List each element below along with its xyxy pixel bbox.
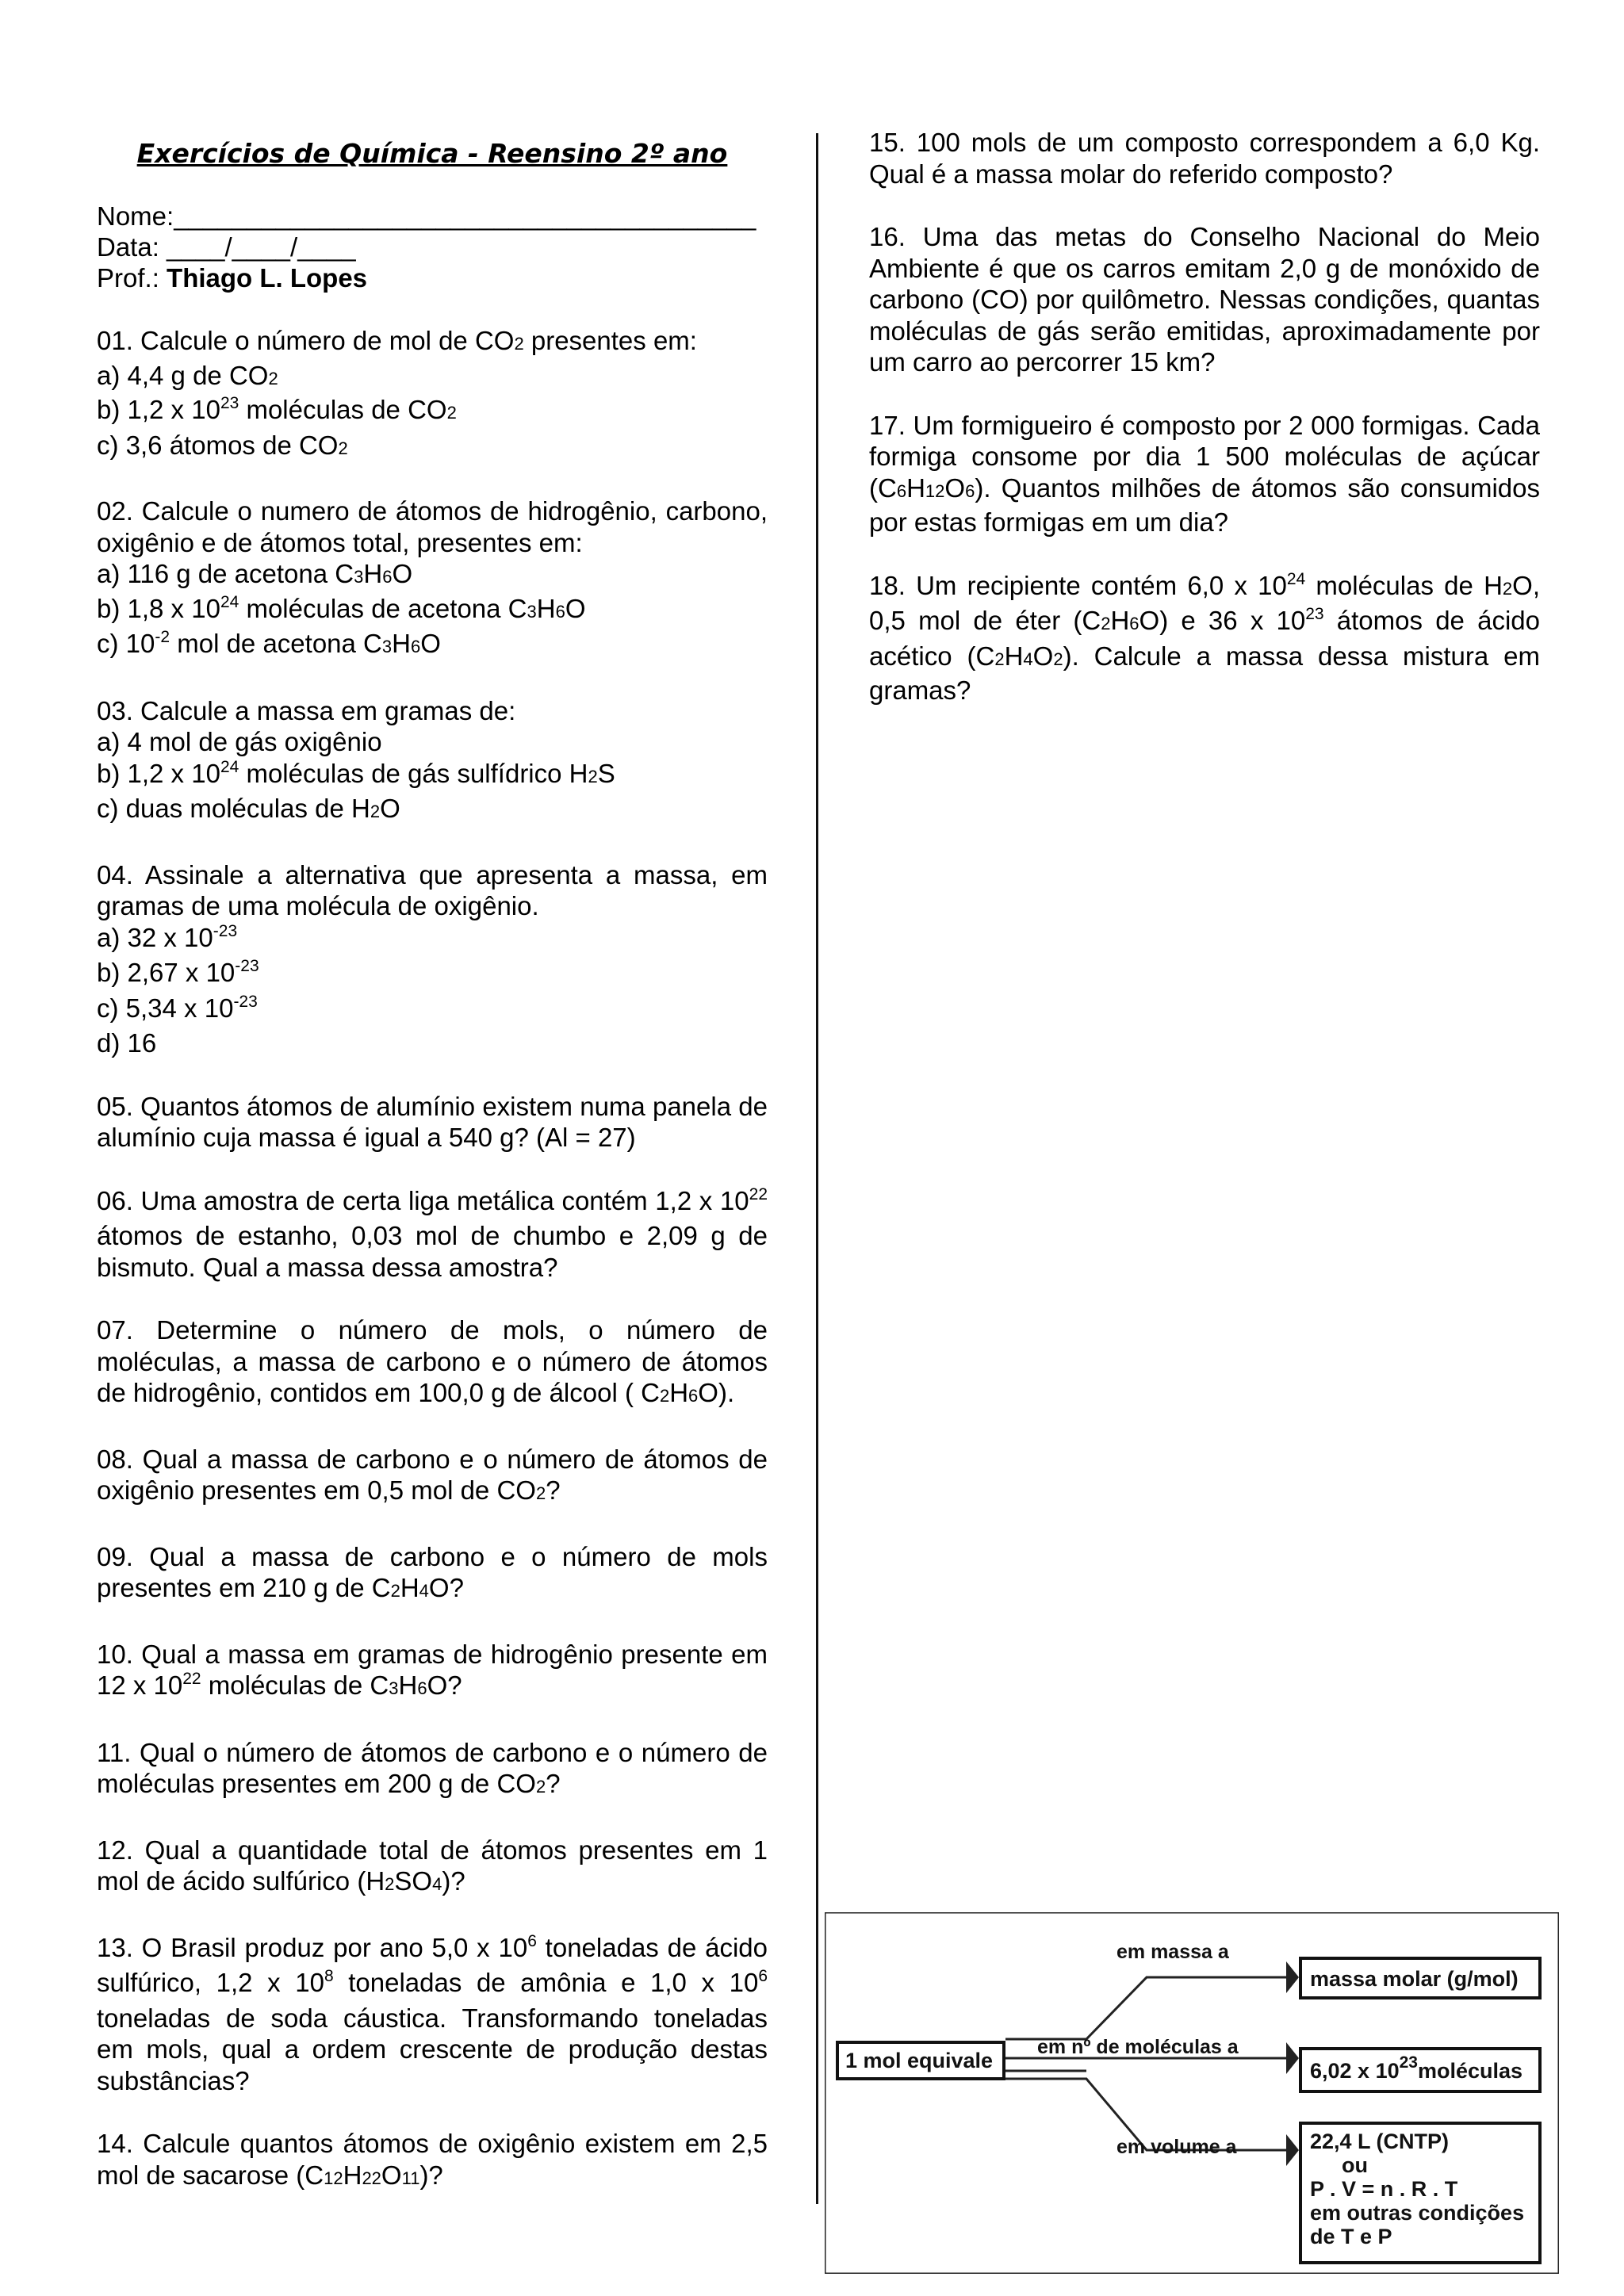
text-fragment: toneladas de amônia e 1,0 x 10 (333, 1968, 759, 1997)
text-fragment: O (381, 2160, 402, 2190)
text-fragment: H (536, 593, 556, 623)
superscript: 22 (749, 1184, 768, 1203)
text-fragment: Qual a quantidade total de átomos presentes em 1 mol de ácido sulfúrico (H (97, 1835, 768, 1896)
question-number: 07. (97, 1315, 133, 1345)
question-14 (97, 2128, 768, 2194)
question-02 (97, 496, 768, 664)
subscript: 2 (338, 438, 348, 458)
text-fragment: c) 3,6 átomos de CO (97, 430, 339, 460)
text-fragment: H (906, 473, 925, 503)
subscript: 2 (385, 1874, 395, 1894)
superscript: -23 (233, 992, 258, 1011)
branch-label-molecules: em nº de moléculas a (1037, 2036, 1239, 2058)
question-list-right (869, 127, 1540, 706)
question-number: 02. (97, 496, 133, 526)
text-fragment: mol de acetona C (170, 629, 382, 658)
subscript: 2 (514, 334, 524, 354)
text-fragment: moléculas de H (1305, 570, 1503, 600)
text-fragment: H (392, 629, 411, 658)
subscript: 2 (390, 1581, 400, 1601)
text-fragment: Qual a massa de carbono e o número de átomos de oxigênio presentes em 0,5 mol de CO (97, 1444, 768, 1505)
answer-option (97, 558, 768, 593)
question-text (97, 496, 768, 558)
subscript: 2 (268, 368, 278, 388)
subscript: 6 (410, 637, 421, 656)
volume-line-1: 22,4 L (CNTP) (1310, 2130, 1450, 2153)
subscript: 2 (1053, 649, 1063, 669)
superscript: 6 (527, 1931, 537, 1950)
question-number: 14. (97, 2129, 133, 2158)
subscript: 4 (432, 1874, 442, 1894)
question-text (97, 695, 768, 727)
text-fragment: S (597, 758, 615, 788)
superscript: 6 (758, 1967, 768, 1985)
question-text (97, 2128, 768, 2194)
text-fragment: ? (546, 1769, 561, 1798)
answer-option (97, 922, 768, 958)
text-fragment: O? (428, 1573, 464, 1602)
text-fragment: H (1110, 606, 1130, 635)
subscript: 2 (535, 1483, 546, 1503)
molar-mass-text: massa molar (g/mol) (1310, 1967, 1519, 1991)
text-fragment: ). Quantos milhões de átomos são consumidos por estas formigas em um dia? (869, 473, 1540, 537)
text-fragment: O, 0,5 mol de éter (C (869, 570, 1541, 635)
question-07 (97, 1314, 768, 1412)
text-fragment: O (944, 473, 966, 503)
text-fragment: ). Calcule a massa dessa mistura em gramas? (869, 641, 1540, 705)
avogadro-box (1299, 2047, 1542, 2093)
question-text (97, 1185, 768, 1284)
answer-option (97, 993, 768, 1028)
question-text (869, 221, 1540, 378)
answer-option (97, 593, 768, 629)
answer-option (97, 793, 768, 828)
teacher-name: Thiago L. Lopes (167, 263, 368, 293)
question-number: 09. (97, 1541, 133, 1571)
text-fragment: Calcule o número de mol de CO (132, 326, 515, 355)
subscript: 6 (382, 567, 393, 587)
question-text (97, 1835, 768, 1900)
superscript: 24 (220, 592, 239, 611)
text-fragment: Uma das metas do Conselho Nacional do Meio Ambiente é que os carros emitam 2,0 g de monóxido de carbono (CO) por quilômetro. Nessas condições, quantas moléculas de gás serão emitidas, aproximadamente por um carro ao percorrer 15 km? (869, 222, 1540, 377)
subscript: 6 (896, 480, 907, 501)
question-15 (869, 127, 1540, 189)
superscript: 24 (220, 757, 239, 776)
superscript: -23 (213, 921, 238, 940)
question-number: 11. (97, 1737, 132, 1767)
subscript: 2 (535, 1777, 546, 1797)
text-fragment: O (1032, 641, 1054, 671)
text-fragment: b) 1,2 x 10 (97, 395, 220, 424)
subscript: 2 (659, 1386, 670, 1406)
text-fragment: moléculas de CO (239, 395, 447, 424)
column-divider (816, 133, 818, 2204)
subscript: 12 (925, 480, 945, 501)
subscript: 2 (446, 403, 457, 423)
text-fragment: Quantos átomos de alumínio existem numa panela de alumínio cuja massa é igual a 540 g? (Al = 27) (97, 1091, 768, 1152)
name-field-line: Nome:________________________________________ (97, 201, 756, 231)
source-label: 1 mol equivale (845, 2049, 994, 2072)
text-fragment: Qual o número de átomos de carbono e o número de moléculas presentes em 200 g de CO (97, 1737, 768, 1798)
text-fragment: Uma amostra de certa liga metálica contém 1,2 x 10 (132, 1185, 749, 1215)
text-fragment: presentes em: (523, 326, 697, 355)
avogadro-base: 6,02 x 10 (1310, 2059, 1400, 2083)
subscript: 22 (362, 2168, 381, 2188)
superscript: 23 (220, 394, 239, 412)
text-fragment: O (565, 593, 586, 623)
mol-equivalence-diagram (825, 1912, 1559, 2274)
superscript: -2 (155, 628, 170, 646)
question-16 (869, 221, 1540, 378)
molar-volume-box (1299, 2122, 1542, 2264)
text-fragment: a) 4,4 g de CO (97, 360, 269, 390)
volume-line-2: ou (1342, 2153, 1368, 2177)
text-fragment: Calcule o numero de átomos de hidrogênio, carbono, oxigênio e de átomos total, presentes em: (97, 496, 768, 557)
subscript: 6 (1129, 614, 1139, 633)
question-number: 18. (869, 570, 906, 600)
superscript: 23 (1305, 605, 1324, 623)
answer-option (97, 957, 768, 993)
subscript: 4 (1023, 649, 1033, 669)
text-fragment: a) 32 x 10 (97, 922, 213, 952)
question-text (97, 1737, 768, 1803)
question-09 (97, 1541, 768, 1607)
question-text (97, 1444, 768, 1510)
answer-option (97, 628, 768, 664)
superscript: 24 (1286, 569, 1306, 588)
question-number: 03. (97, 695, 133, 725)
answer-option (97, 430, 768, 465)
question-text (97, 1932, 768, 2097)
text-fragment: a) 116 g de acetona C (97, 559, 354, 588)
text-fragment: Assinale a alternativa que apresenta a massa, em gramas de uma molécula de oxigênio. (97, 859, 768, 920)
question-01 (97, 325, 768, 464)
question-08 (97, 1444, 768, 1510)
subscript: 4 (419, 1581, 429, 1601)
question-text (97, 1314, 768, 1412)
question-13 (97, 1932, 768, 2097)
text-fragment: H (669, 1378, 689, 1407)
answer-option (97, 758, 768, 794)
text-fragment: Determine o número de mols, o número de moléculas, a massa de carbono e o número de átomos de hidrogênio, contidos em 100,0 g de álcool ( C (97, 1315, 768, 1407)
question-03 (97, 695, 768, 828)
branch-label-volume: em volume a (1116, 2136, 1237, 2158)
text-fragment: )? (419, 2160, 443, 2190)
question-number: 15. (869, 128, 906, 157)
question-number: 08. (97, 1444, 133, 1474)
subscript: 2 (1502, 578, 1513, 599)
branch-label-mass: em massa a (1116, 1941, 1229, 1963)
text-fragment: c) duas moléculas de H (97, 794, 370, 823)
text-fragment: moléculas de C (201, 1670, 389, 1700)
question-text (97, 859, 768, 922)
question-text (97, 1639, 768, 1705)
subscript: 12 (324, 2168, 343, 2188)
question-number: 10. (97, 1639, 133, 1669)
worksheet-title: Exercícios de Química - Reensino 2º ano (136, 138, 728, 169)
question-06 (97, 1185, 768, 1284)
text-fragment: Um formigueiro é composto por 2 000 formigas. Cada formiga consome por dia 1 500 moléculas de açúcar (C (869, 410, 1540, 503)
answer-option (97, 360, 768, 395)
text-fragment: moléculas de acetona C (239, 593, 527, 623)
text-fragment: O (392, 559, 413, 588)
text-fragment: c) 10 (97, 629, 155, 658)
question-number: 04. (97, 859, 133, 890)
subscript: 2 (1101, 614, 1111, 633)
question-11 (97, 1737, 768, 1803)
subscript: 2 (588, 766, 598, 786)
left-column (97, 127, 768, 2225)
text-fragment: H (398, 1670, 418, 1700)
text-fragment: H (400, 1573, 419, 1602)
avogadro-text (1310, 2053, 1530, 2085)
text-fragment: O (420, 629, 441, 658)
volume-line-5: de T e P (1310, 2225, 1392, 2248)
source-box (836, 2041, 1005, 2080)
avogadro-exponent: 23 (1399, 2053, 1418, 2072)
text-fragment: b) 2,67 x 10 (97, 958, 236, 987)
text-fragment: H (1004, 641, 1024, 671)
question-list-left (97, 325, 768, 2194)
volume-line-4: em outras condições (1310, 2201, 1525, 2225)
molar-mass-box (1299, 1957, 1542, 1999)
question-number: 01. (97, 326, 133, 355)
question-number: 16. (869, 222, 906, 251)
text-fragment: O). (698, 1378, 735, 1407)
question-number: 06. (97, 1185, 133, 1215)
text-fragment: átomos de estanho, 0,03 mol de chumbo e 2,09 g de bismuto. Qual a massa dessa amostra? (97, 1221, 768, 1282)
text-fragment: átomos de ácido acético (C (869, 606, 1540, 671)
right-column (869, 127, 1540, 738)
question-18 (869, 570, 1540, 706)
question-04 (97, 859, 768, 1059)
superscript: -23 (235, 957, 259, 975)
text-fragment: ? (546, 1475, 561, 1505)
text-fragment: d) 16 (97, 1028, 157, 1058)
text-fragment: Calcule a massa em gramas de: (132, 695, 516, 725)
text-fragment: b) 1,2 x 10 (97, 758, 220, 788)
question-number: 17. (869, 410, 906, 440)
text-fragment: Um recipiente contém 6,0 x 10 (905, 570, 1287, 600)
question-number: 13. (97, 1932, 133, 1962)
text-fragment: b) 1,8 x 10 (97, 593, 220, 623)
question-05 (97, 1091, 768, 1154)
subscript: 2 (370, 802, 381, 821)
teacher-label: Prof.: (97, 263, 159, 293)
text-fragment: O (380, 794, 400, 823)
text-fragment: H (343, 2160, 362, 2190)
text-fragment: O Brasil produz por ano 5,0 x 10 (132, 1932, 528, 1962)
answer-option (97, 1027, 768, 1059)
text-fragment: 100 mols de um composto correspondem a 6,0 Kg. Qual é a massa molar do referido composto? (869, 128, 1540, 189)
subscript: 6 (965, 480, 975, 501)
date-field-line: Data: ____/____/____ (97, 232, 356, 262)
subscript: 3 (354, 567, 364, 587)
question-text (869, 410, 1540, 538)
question-number: 12. (97, 1835, 133, 1865)
text-fragment: a) 4 mol de gás oxigênio (97, 727, 382, 756)
text-fragment: O) e 36 x 10 (1139, 606, 1306, 635)
text-fragment: Qual a massa em gramas de hidrogênio presente em 12 x 10 (97, 1639, 768, 1700)
answer-option (97, 726, 768, 758)
text-fragment: Calcule quantos átomos de oxigênio existem em 2,5 mol de sacarose (C (97, 2129, 768, 2190)
text-fragment: Qual a massa de carbono e o número de mols presentes em 210 g de C (97, 1541, 768, 1602)
text-fragment: O? (427, 1670, 462, 1700)
subscript: 3 (389, 1678, 399, 1698)
question-12 (97, 1835, 768, 1900)
subscript: 3 (527, 601, 537, 622)
subscript: 11 (401, 2168, 420, 2188)
text-fragment: SO (394, 1866, 433, 1896)
answer-option (97, 394, 768, 430)
text-fragment: c) 5,34 x 10 (97, 993, 234, 1023)
question-text (869, 127, 1540, 189)
question-text (97, 1541, 768, 1607)
subscript: 6 (417, 1678, 427, 1698)
superscript: 8 (324, 1967, 334, 1985)
subscript: 2 (994, 649, 1005, 669)
question-text (97, 1091, 768, 1154)
subscript: 6 (688, 1386, 699, 1406)
subscript: 6 (555, 601, 565, 622)
question-10 (97, 1639, 768, 1705)
text-fragment: toneladas de soda cáustica. Transformando toneladas em mols, qual a ordem crescente de produção destas substâncias? (97, 2003, 768, 2095)
text-fragment: toneladas de ácido sulfúrico, 1,2 x 10 (97, 1932, 768, 1997)
subscript: 3 (381, 637, 393, 656)
question-text (97, 325, 768, 360)
text-fragment: H (363, 559, 383, 588)
volume-line-3: P . V = n . R . T (1310, 2177, 1458, 2201)
superscript: 22 (182, 1670, 201, 1688)
avogadro-unit: moléculas (1417, 2059, 1523, 2083)
teacher-line (97, 262, 768, 293)
text-fragment: )? (442, 1866, 465, 1896)
question-17 (869, 410, 1540, 538)
question-number: 05. (97, 1091, 133, 1121)
text-fragment: moléculas de gás sulfídrico H (239, 758, 588, 788)
question-text (869, 570, 1540, 706)
